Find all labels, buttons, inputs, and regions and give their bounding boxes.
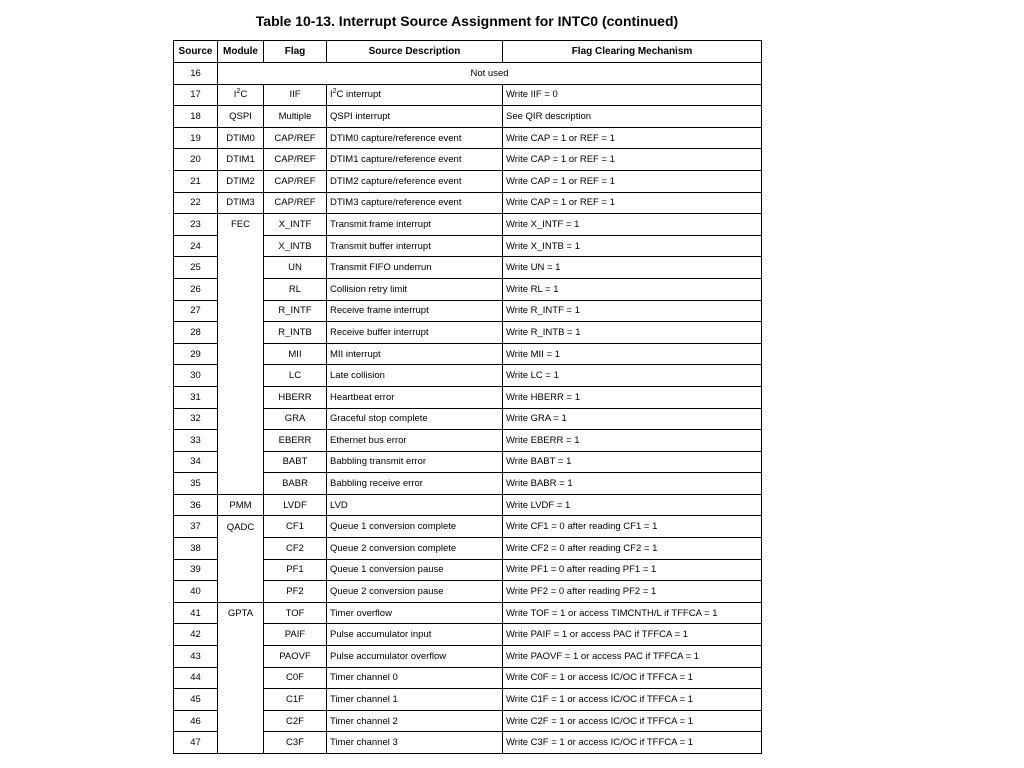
- flag-clearing-mechanism-cell: Write PAOVF = 1 or access PAC if TFFCA = 1: [503, 646, 762, 668]
- flag-cell: C0F: [264, 667, 327, 689]
- module-cell: DTIM0: [218, 127, 264, 149]
- source-number-cell: 40: [174, 581, 218, 603]
- source-description-cell: Timer channel 3: [327, 732, 503, 754]
- source-description-cell: Queue 2 conversion complete: [327, 538, 503, 560]
- source-description-cell: Queue 1 conversion complete: [327, 516, 503, 538]
- flag-clearing-mechanism-cell: Write CF1 = 0 after reading CF1 = 1: [503, 516, 762, 538]
- source-description-cell: Transmit FIFO underrun: [327, 257, 503, 279]
- module-cell: [218, 278, 264, 300]
- module-cell: [218, 559, 264, 581]
- module-cell: [218, 386, 264, 408]
- table-row: [174, 84, 762, 106]
- module-cell: DTIM1: [218, 149, 264, 171]
- flag-cell: BABT: [264, 451, 327, 473]
- source-number-cell: 20: [174, 149, 218, 171]
- table-row: [174, 63, 762, 85]
- table-row: [174, 451, 762, 473]
- flag-cell: X_INTF: [264, 214, 327, 236]
- source-number-cell: 42: [174, 624, 218, 646]
- source-number-cell: 16: [174, 63, 218, 85]
- module-cell: QSPI: [218, 106, 264, 128]
- source-description-cell: QSPI interrupt: [327, 106, 503, 128]
- source-description-cell: Timer channel 1: [327, 689, 503, 711]
- interrupt-source-table: [173, 40, 762, 754]
- flag-clearing-mechanism-cell: Write BABT = 1: [503, 451, 762, 473]
- flag-clearing-mechanism-cell: Write UN = 1: [503, 257, 762, 279]
- module-cell: [218, 451, 264, 473]
- flag-cell: BABR: [264, 473, 327, 495]
- source-number-cell: 43: [174, 646, 218, 668]
- source-number-cell: 22: [174, 192, 218, 214]
- source-number-cell: 38: [174, 538, 218, 560]
- flag-cell: CF1: [264, 516, 327, 538]
- table-row: [174, 732, 762, 754]
- source-description-cell: Timer overflow: [327, 602, 503, 624]
- module-cell: [218, 624, 264, 646]
- module-cell: [218, 84, 264, 106]
- flag-cell: MII: [264, 343, 327, 365]
- table-row: [174, 170, 762, 192]
- source-number-cell: 44: [174, 667, 218, 689]
- flag-clearing-mechanism-cell: Write LC = 1: [503, 365, 762, 387]
- table-row: [174, 581, 762, 603]
- table-row: [174, 300, 762, 322]
- table-title: Table 10-13. Interrupt Source Assignment for INTC0 (continued): [255, 13, 679, 29]
- flag-clearing-mechanism-cell: Write R_INTB = 1: [503, 322, 762, 344]
- text-segment: C: [240, 89, 248, 101]
- source-description-cell: Receive frame interrupt: [327, 300, 503, 322]
- source-description-cell: Transmit buffer interrupt: [327, 235, 503, 257]
- table-row: [174, 710, 762, 732]
- flag-cell: C3F: [264, 732, 327, 754]
- flag-clearing-mechanism-cell: Write RL = 1: [503, 278, 762, 300]
- flag-clearing-mechanism-cell: Write CF2 = 0 after reading CF2 = 1: [503, 538, 762, 560]
- module-cell: [218, 365, 264, 387]
- module-cell: DTIM3: [218, 192, 264, 214]
- table-row: [174, 408, 762, 430]
- module-cell: GPTA: [218, 602, 264, 624]
- source-number-cell: 41: [174, 602, 218, 624]
- module-cell: DTIM2: [218, 170, 264, 192]
- table-row: [174, 602, 762, 624]
- source-number-cell: 32: [174, 408, 218, 430]
- source-number-cell: 17: [174, 84, 218, 106]
- module-cell: [218, 646, 264, 668]
- flag-cell: CF2: [264, 538, 327, 560]
- table-header-row: [174, 41, 762, 63]
- flag-cell: PF2: [264, 581, 327, 603]
- table-row: [174, 624, 762, 646]
- module-cell: [218, 322, 264, 344]
- table-row: [174, 192, 762, 214]
- source-description-cell: Receive buffer interrupt: [327, 322, 503, 344]
- flag-clearing-mechanism-cell: Write LVDF = 1: [503, 494, 762, 516]
- source-description-cell: Pulse accumulator input: [327, 624, 503, 646]
- source-description-cell: Queue 1 conversion pause: [327, 559, 503, 581]
- source-description-cell: Babbling receive error: [327, 473, 503, 495]
- module-cell: [218, 538, 264, 560]
- flag-clearing-mechanism-cell: Write C0F = 1 or access IC/OC if TFFCA = 1: [503, 667, 762, 689]
- flag-cell: LC: [264, 365, 327, 387]
- table-row: [174, 430, 762, 452]
- table-row: [174, 149, 762, 171]
- flag-cell: R_INTB: [264, 322, 327, 344]
- source-description-cell: Queue 2 conversion pause: [327, 581, 503, 603]
- table-row: [174, 516, 762, 538]
- flag-clearing-mechanism-cell: Write CAP = 1 or REF = 1: [503, 170, 762, 192]
- flag-clearing-mechanism-cell: Write PAIF = 1 or access PAC if TFFCA = 1: [503, 624, 762, 646]
- source-description-cell: Late collision: [327, 365, 503, 387]
- table-row: [174, 386, 762, 408]
- flag-clearing-mechanism-cell: Write PF2 = 0 after reading PF2 = 1: [503, 581, 762, 603]
- source-number-cell: 30: [174, 365, 218, 387]
- source-description-cell: Transmit frame interrupt: [327, 214, 503, 236]
- flag-cell: R_INTF: [264, 300, 327, 322]
- flag-clearing-mechanism-cell: Write BABR = 1: [503, 473, 762, 495]
- source-number-cell: 26: [174, 278, 218, 300]
- source-number-cell: 39: [174, 559, 218, 581]
- flag-clearing-mechanism-cell: Write X_INTB = 1: [503, 235, 762, 257]
- module-cell: QADC: [218, 516, 264, 538]
- module-cell: [218, 473, 264, 495]
- module-cell: [218, 689, 264, 711]
- flag-cell: IIF: [264, 84, 327, 106]
- table-row: [174, 365, 762, 387]
- module-cell: [218, 710, 264, 732]
- flag-clearing-mechanism-cell: Write HBERR = 1: [503, 386, 762, 408]
- source-number-cell: 36: [174, 494, 218, 516]
- flag-clearing-mechanism-cell: See QIR description: [503, 106, 762, 128]
- source-description-cell: DTIM3 capture/reference event: [327, 192, 503, 214]
- source-description-cell: Pulse accumulator overflow: [327, 646, 503, 668]
- source-description-cell: DTIM1 capture/reference event: [327, 149, 503, 171]
- table-row: [174, 257, 762, 279]
- flag-clearing-mechanism-cell: Write CAP = 1 or REF = 1: [503, 127, 762, 149]
- source-description-cell: Timer channel 2: [327, 710, 503, 732]
- flag-cell: CAP/REF: [264, 149, 327, 171]
- text-segment: I: [330, 89, 333, 101]
- flag-cell: Multiple: [264, 106, 327, 128]
- flag-cell: RL: [264, 278, 327, 300]
- table-row: [174, 278, 762, 300]
- flag-cell: EBERR: [264, 430, 327, 452]
- module-cell: [218, 257, 264, 279]
- flag-clearing-mechanism-cell: Write PF1 = 0 after reading PF1 = 1: [503, 559, 762, 581]
- flag-cell: UN: [264, 257, 327, 279]
- flag-clearing-mechanism-cell: Write R_INTF = 1: [503, 300, 762, 322]
- flag-cell: CAP/REF: [264, 192, 327, 214]
- flag-clearing-mechanism-cell: Write C3F = 1 or access IC/OC if TFFCA = 1: [503, 732, 762, 754]
- source-number-cell: 28: [174, 322, 218, 344]
- source-number-cell: 23: [174, 214, 218, 236]
- source-number-cell: 25: [174, 257, 218, 279]
- source-number-cell: 27: [174, 300, 218, 322]
- source-number-cell: 19: [174, 127, 218, 149]
- source-number-cell: 45: [174, 689, 218, 711]
- flag-clearing-mechanism-cell: Write CAP = 1 or REF = 1: [503, 149, 762, 171]
- flag-cell: CAP/REF: [264, 170, 327, 192]
- table-row: [174, 127, 762, 149]
- source-number-cell: 18: [174, 106, 218, 128]
- table-row: [174, 214, 762, 236]
- module-cell: PMM: [218, 494, 264, 516]
- source-number-cell: 33: [174, 430, 218, 452]
- module-cell: [218, 581, 264, 603]
- module-cell: [218, 408, 264, 430]
- flag-clearing-mechanism-cell: Write MII = 1: [503, 343, 762, 365]
- column-header-flag-clearing-mechanism: Flag Clearing Mechanism: [503, 41, 762, 63]
- module-cell: [218, 235, 264, 257]
- source-description-cell: LVD: [327, 494, 503, 516]
- source-number-cell: 21: [174, 170, 218, 192]
- source-description-cell: DTIM0 capture/reference event: [327, 127, 503, 149]
- source-number-cell: 37: [174, 516, 218, 538]
- flag-cell: C1F: [264, 689, 327, 711]
- column-header-source: Source: [174, 41, 218, 63]
- column-header-flag: Flag: [264, 41, 327, 63]
- source-description-cell: [327, 84, 503, 106]
- flag-cell: C2F: [264, 710, 327, 732]
- flag-clearing-mechanism-cell: Write IIF = 0: [503, 84, 762, 106]
- flag-cell: X_INTB: [264, 235, 327, 257]
- superscript: 2: [236, 88, 241, 96]
- text-segment: I: [233, 89, 237, 101]
- flag-cell: PAOVF: [264, 646, 327, 668]
- table-row: [174, 667, 762, 689]
- flag-clearing-mechanism-cell: Write EBERR = 1: [503, 430, 762, 452]
- source-number-cell: 46: [174, 710, 218, 732]
- source-number-cell: 35: [174, 473, 218, 495]
- flag-cell: CAP/REF: [264, 127, 327, 149]
- not-used-cell: Not used: [218, 63, 762, 85]
- flag-clearing-mechanism-cell: Write GRA = 1: [503, 408, 762, 430]
- table-row: [174, 559, 762, 581]
- module-cell: FEC: [218, 214, 264, 236]
- module-cell: [218, 732, 264, 754]
- flag-clearing-mechanism-cell: Write X_INTF = 1: [503, 214, 762, 236]
- table-row: [174, 473, 762, 495]
- source-description-cell: Collision retry limit: [327, 278, 503, 300]
- source-description-cell: Babbling transmit error: [327, 451, 503, 473]
- source-number-cell: 47: [174, 732, 218, 754]
- source-number-cell: 31: [174, 386, 218, 408]
- source-number-cell: 34: [174, 451, 218, 473]
- table-row: [174, 106, 762, 128]
- flag-cell: LVDF: [264, 494, 327, 516]
- module-cell: [218, 667, 264, 689]
- source-description-cell: Timer channel 0: [327, 667, 503, 689]
- module-cell: [218, 300, 264, 322]
- source-description-cell: Ethernet bus error: [327, 430, 503, 452]
- flag-clearing-mechanism-cell: Write C2F = 1 or access IC/OC if TFFCA = 1: [503, 710, 762, 732]
- flag-clearing-mechanism-cell: Write C1F = 1 or access IC/OC if TFFCA = 1: [503, 689, 762, 711]
- module-cell: [218, 430, 264, 452]
- flag-clearing-mechanism-cell: Write TOF = 1 or access TIMCNTH/L if TFFCA = 1: [503, 602, 762, 624]
- table-row: [174, 343, 762, 365]
- column-header-module: Module: [218, 41, 264, 63]
- table-row: [174, 322, 762, 344]
- source-number-cell: 24: [174, 235, 218, 257]
- flag-cell: HBERR: [264, 386, 327, 408]
- flag-clearing-mechanism-cell: Write CAP = 1 or REF = 1: [503, 192, 762, 214]
- flag-cell: GRA: [264, 408, 327, 430]
- text-segment: C interrupt: [336, 89, 381, 101]
- table-row: [174, 646, 762, 668]
- source-description-cell: DTIM2 capture/reference event: [327, 170, 503, 192]
- source-description-cell: Graceful stop complete: [327, 408, 503, 430]
- table-row: [174, 538, 762, 560]
- superscript: 2: [332, 88, 337, 96]
- flag-cell: PAIF: [264, 624, 327, 646]
- source-description-cell: MII interrupt: [327, 343, 503, 365]
- module-cell: [218, 343, 264, 365]
- flag-cell: TOF: [264, 602, 327, 624]
- column-header-source-description: Source Description: [327, 41, 503, 63]
- table-body: [174, 63, 762, 754]
- flag-cell: PF1: [264, 559, 327, 581]
- table-row: [174, 494, 762, 516]
- table-row: [174, 689, 762, 711]
- source-description-cell: Heartbeat error: [327, 386, 503, 408]
- table-row: [174, 235, 762, 257]
- source-number-cell: 29: [174, 343, 218, 365]
